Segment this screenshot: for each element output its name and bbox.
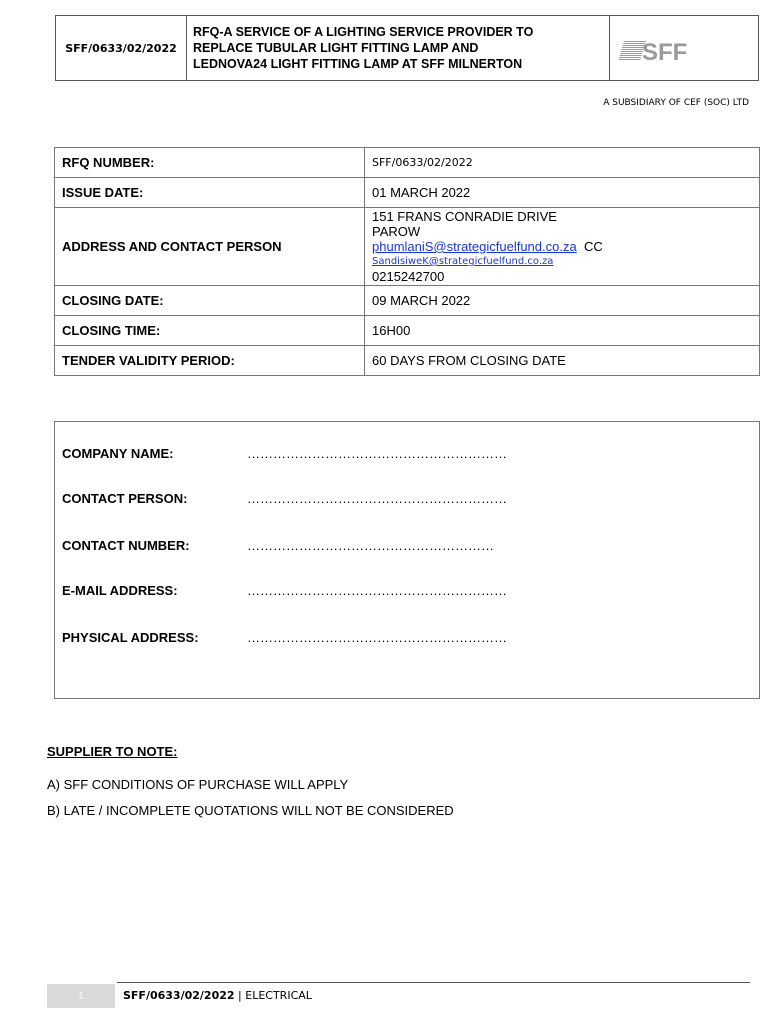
physical-address-label: PHYSICAL ADDRESS: (62, 630, 199, 645)
logo-text: SFF (642, 39, 688, 65)
physical-address-field[interactable]: …………………………………………………… (247, 630, 507, 645)
validity-label: TENDER VALIDITY PERIOD: (55, 346, 365, 376)
note-b: B) LATE / INCOMPLETE QUOTATIONS WILL NOT BE CONSIDERED (47, 803, 454, 818)
sff-logo (610, 16, 758, 80)
email-line (372, 239, 752, 254)
footer-divider (117, 982, 750, 983)
table-row (55, 346, 760, 376)
rfq-number-value: SFF/0633/02/2022 (365, 148, 760, 178)
footer-text (123, 989, 312, 1002)
company-name-field[interactable]: …………………………………………………… (247, 446, 507, 461)
header-reference: SFF/0633/02/2022 (56, 16, 187, 80)
contact-number-label: CONTACT NUMBER: (62, 538, 190, 553)
rfq-number-label: RFQ NUMBER: (55, 148, 365, 178)
email-link-2[interactable]: SandisiweK@strategicfuelfund.co.za (372, 256, 554, 267)
table-row (55, 148, 760, 178)
contact-person-label: CONTACT PERSON: (62, 491, 188, 506)
table-row (55, 208, 760, 286)
sff-logo-icon (616, 31, 700, 65)
table-row (55, 178, 760, 208)
subsidiary-note: A SUBSIDIARY OF CEF (SOC) LTD (603, 98, 749, 108)
email-link-1[interactable]: phumlaniS@strategicfuelfund.co.za (372, 239, 577, 254)
address-label: ADDRESS AND CONTACT PERSON (55, 208, 365, 286)
footer-reference: SFF/0633/02/2022 (123, 989, 235, 1002)
cc-label: CC (583, 239, 603, 254)
rfq-info-table (54, 147, 760, 376)
address-value (365, 208, 760, 286)
document-header (55, 15, 759, 81)
contact-person-field[interactable]: …………………………………………………… (247, 491, 507, 506)
closing-date-value: 09 MARCH 2022 (365, 286, 760, 316)
email-address-label: E-MAIL ADDRESS: (62, 583, 178, 598)
email-address-field[interactable]: …………………………………………………… (247, 583, 507, 598)
validity-value: 60 DAYS FROM CLOSING DATE (365, 346, 760, 376)
company-details-box (54, 421, 760, 699)
header-title: RFQ-A SERVICE OF A LIGHTING SERVICE PROVIDER TO REPLACE TUBULAR LIGHT FITTING LAMP AND LEDNOVA24 LIGHT FITTING LAMP AT SFF MILNERTON (187, 16, 610, 80)
closing-time-value: 16H00 (365, 316, 760, 346)
closing-time-label: CLOSING TIME: (55, 316, 365, 346)
note-a: A) SFF CONDITIONS OF PURCHASE WILL APPLY (47, 777, 349, 792)
address-line-1: 151 FRANS CONRADIE DRIVE (372, 209, 557, 224)
contact-number-field[interactable]: ………………………………………………… (247, 538, 494, 553)
address-line-2: PAROW (372, 224, 421, 239)
footer-department: | ELECTRICAL (238, 989, 312, 1002)
closing-date-label: CLOSING DATE: (55, 286, 365, 316)
table-row (55, 286, 760, 316)
supplier-note-heading: SUPPLIER TO NOTE: (47, 744, 178, 759)
phone-number: 0215242700 (372, 269, 445, 284)
company-name-label: COMPANY NAME: (62, 446, 174, 461)
table-row (55, 316, 760, 346)
issue-date-label: ISSUE DATE: (55, 178, 365, 208)
issue-date-value: 01 MARCH 2022 (365, 178, 760, 208)
page-number: 1 (47, 984, 115, 1008)
